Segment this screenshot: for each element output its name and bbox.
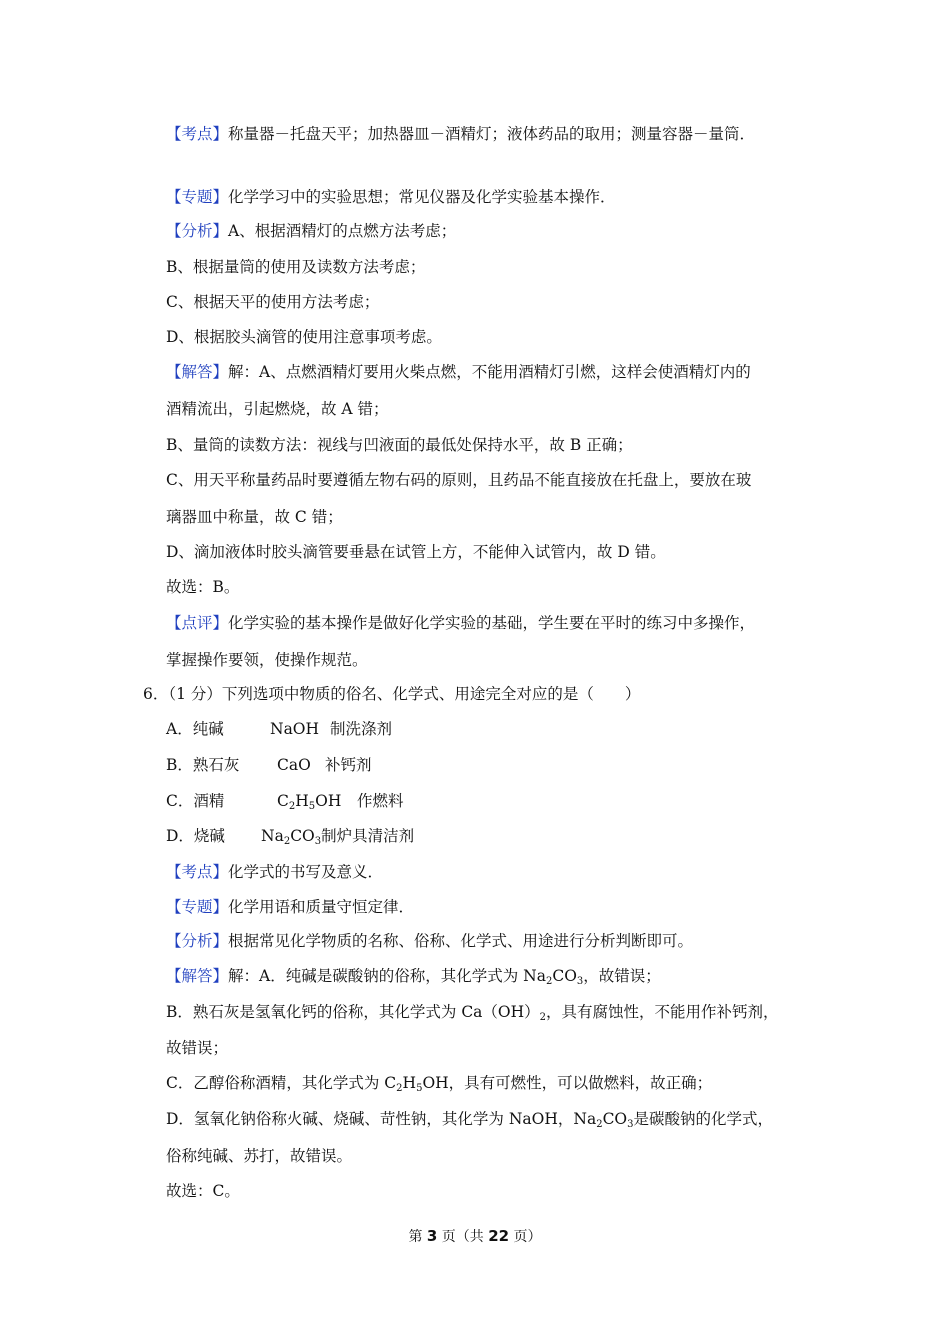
zhuanti-tag: 【专题】 bbox=[166, 188, 229, 206]
formula-part: CO bbox=[290, 827, 315, 845]
fenxi-text: A、根据酒精灯的点燃方法考虑； bbox=[228, 222, 457, 240]
option-b-label: B．熟石灰 bbox=[166, 756, 240, 774]
zhuanti-text: 化学用语和质量守恒定律． bbox=[228, 898, 415, 916]
formula-sub: 3 bbox=[627, 1119, 634, 1130]
zhuanti-line-1 bbox=[166, 187, 616, 207]
formula-sub: 2 bbox=[288, 801, 296, 812]
page-footer bbox=[0, 1226, 950, 1247]
guxuan-2: 故选：C。 bbox=[166, 1182, 240, 1200]
option-a-formula: NaOH bbox=[270, 720, 320, 738]
jieda-text: D．氢氧化钠俗称火碱、烧碱、苛性钠，其化学为 NaOH，Na bbox=[166, 1110, 597, 1128]
kaodian-line-1 bbox=[166, 124, 755, 144]
fenxi-tag: 【分析】 bbox=[166, 222, 229, 240]
option-d-formula bbox=[261, 827, 321, 845]
fenxi-c: C、根据天平的使用方法考虑； bbox=[166, 293, 380, 311]
formula-sub: 2 bbox=[545, 976, 553, 987]
footer-text: 第 bbox=[408, 1229, 427, 1245]
formula-part: C bbox=[277, 792, 289, 810]
dianping-line-1 bbox=[166, 613, 755, 633]
jieda-text: 解：A、点燃酒精灯要用火柴点燃，不能用酒精灯引燃，这样会使酒精灯内的 bbox=[228, 363, 751, 381]
jieda-line-1 bbox=[166, 362, 751, 382]
dianping-tag: 【点评】 bbox=[166, 614, 229, 632]
option-a bbox=[166, 719, 392, 739]
jieda-b-q6-2: 故错误； bbox=[166, 1039, 229, 1057]
kaodian-text: 称量器－托盘天平；加热器皿－酒精灯；液体药品的取用；测量容器－量筒． bbox=[228, 125, 756, 143]
jieda-d: D、滴加液体时胶头滴管要垂悬在试管上方，不能伸入试管内，故 D 错。 bbox=[166, 543, 666, 561]
formula-part: Na bbox=[261, 827, 284, 845]
fenxi-line-2 bbox=[166, 931, 693, 951]
formula-sub: 2 bbox=[396, 1083, 403, 1094]
jieda-d-q6 bbox=[166, 1109, 773, 1129]
option-c-use: 作燃料 bbox=[357, 792, 404, 810]
kaodian-text: 化学式的书写及意义． bbox=[228, 863, 384, 881]
fenxi-text: 根据常见化学物质的名称、俗称、化学式、用途进行分析判断即可。 bbox=[228, 932, 694, 950]
jieda-line-q6 bbox=[166, 966, 661, 986]
formula-part: OH bbox=[315, 792, 342, 810]
formula-sub: 2 bbox=[596, 1119, 603, 1130]
jieda-c-q6 bbox=[166, 1073, 712, 1093]
jieda-text: C．乙醇俗称酒精，其化学式为 C bbox=[166, 1074, 397, 1092]
zhuanti-tag: 【专题】 bbox=[166, 898, 229, 916]
jieda-text: ，具有腐蚀性，不能用作补钙剂， bbox=[546, 1003, 779, 1021]
fenxi-d: D、根据胶头滴管的使用注意事项考虑。 bbox=[166, 328, 442, 346]
formula-sub: 2 bbox=[283, 836, 291, 847]
jieda-text: ，故错误； bbox=[583, 967, 661, 985]
option-a-use: 制洗涤剂 bbox=[330, 720, 393, 738]
jieda-text: 是碳酸钠的化学式， bbox=[633, 1110, 774, 1128]
kaodian-line-2 bbox=[166, 862, 383, 882]
page-number: 3 bbox=[426, 1227, 438, 1245]
question-6-stem: 6．（1 分）下列选项中物质的俗名、化学式、用途完全对应的是（ ） bbox=[143, 685, 641, 703]
formula-part: CO bbox=[552, 967, 577, 985]
option-d bbox=[166, 826, 414, 846]
option-c-label: C．酒精 bbox=[166, 792, 225, 810]
option-c bbox=[166, 791, 404, 811]
option-b-formula: CaO bbox=[277, 756, 311, 774]
fenxi-line-1 bbox=[166, 221, 456, 241]
option-a-label: A．纯碱 bbox=[166, 720, 224, 738]
jieda-c-1: C、用天平称量药品时要遵循左物右码的原则，且药品不能直接放在托盘上，要放在玻 bbox=[166, 471, 752, 489]
formula-part: H bbox=[295, 792, 309, 810]
formula-part: H bbox=[402, 1074, 417, 1092]
page-total: 22 bbox=[488, 1227, 510, 1245]
jieda-text: B．熟石灰是氢氧化钙的俗称，其化学式为 Ca（OH） bbox=[166, 1003, 540, 1021]
formula-sub: 3 bbox=[576, 976, 584, 987]
formula-sub: 2 bbox=[539, 1012, 547, 1023]
jieda-line-2: 酒精流出，引起燃烧，故 A 错； bbox=[166, 400, 389, 418]
footer-text: 页（共 bbox=[437, 1229, 489, 1245]
option-c-formula bbox=[277, 791, 357, 811]
fenxi-tag: 【分析】 bbox=[166, 932, 229, 950]
fenxi-b: B、根据量筒的使用及读数方法考虑； bbox=[166, 258, 426, 276]
guxuan-1: 故选：B。 bbox=[166, 578, 240, 596]
jieda-c-2: 璃器皿中称量，故 C 错； bbox=[166, 508, 343, 526]
jieda-b-q6 bbox=[166, 1002, 779, 1022]
option-d-label: D．烧碱 bbox=[166, 827, 225, 845]
jieda-d-q6-2: 俗称纯碱、苏打，故错误。 bbox=[166, 1147, 353, 1165]
zhuanti-text: 化学学习中的实验思想；常见仪器及化学实验基本操作． bbox=[228, 188, 616, 206]
dianping-line-2: 掌握操作要领，使操作规范。 bbox=[166, 651, 368, 669]
formula-sub: 5 bbox=[308, 801, 316, 812]
kaodian-tag: 【考点】 bbox=[166, 863, 229, 881]
formula-sub: 5 bbox=[416, 1083, 423, 1094]
option-b-use: 补钙剂 bbox=[325, 756, 372, 774]
option-d-use: 制炉具清洁剂 bbox=[321, 827, 415, 845]
formula-part: CO bbox=[602, 1110, 628, 1128]
jieda-tag: 【解答】 bbox=[166, 967, 229, 985]
jieda-tag: 【解答】 bbox=[166, 363, 229, 381]
zhuanti-line-2 bbox=[166, 897, 414, 917]
kaodian-tag: 【考点】 bbox=[166, 125, 229, 143]
formula-sub: 3 bbox=[314, 836, 322, 847]
dianping-text: 化学实验的基本操作是做好化学实验的基础，学生要在平时的练习中多操作， bbox=[228, 614, 756, 632]
jieda-text: OH，具有可燃性，可以做燃料，故正确； bbox=[422, 1074, 713, 1092]
option-b bbox=[166, 755, 372, 775]
jieda-text: 解：A．纯碱是碳酸钠的俗称，其化学式为 Na bbox=[228, 967, 546, 985]
jieda-b: B、量筒的读数方法：视线与凹液面的最低处保持水平，故 B 正确； bbox=[166, 436, 633, 454]
footer-text: 页） bbox=[509, 1229, 542, 1245]
